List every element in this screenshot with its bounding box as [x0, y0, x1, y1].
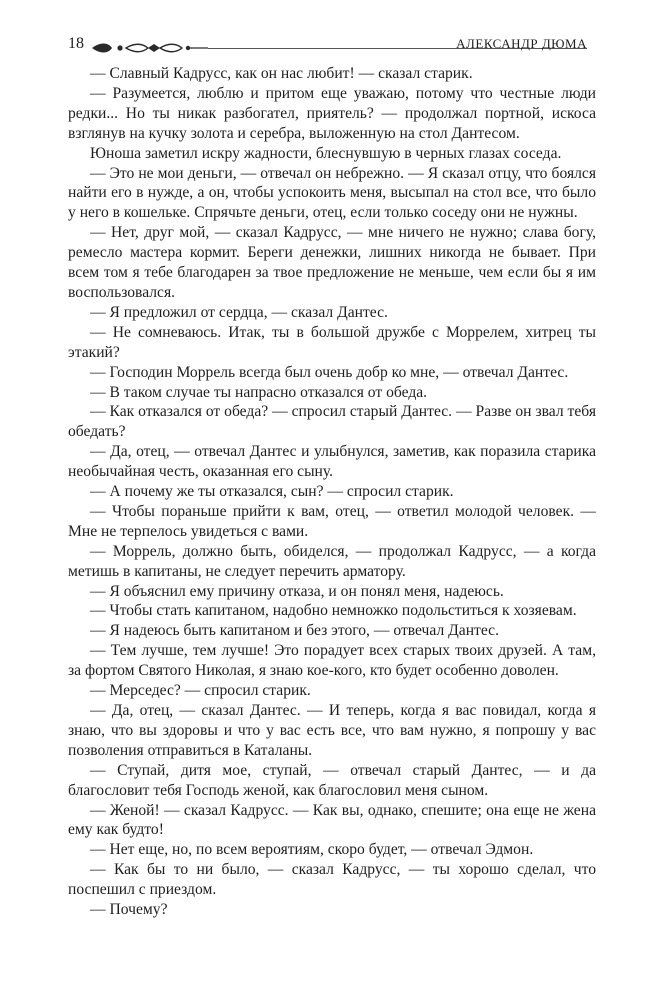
paragraph: — Да, отец, — сказал Дантес. — И теперь, когда я вас повидал, когда я знаю, что вы здоровы и что у вас есть все, что вам нужно, я попрошу у вас позволения отправиться в Каталаны. [68, 702, 596, 759]
flourish-ornament-icon [90, 40, 208, 56]
paragraph: — Не сомневаюсь. Итак, ты в большой дружбе с Моррелем, хитрец ты этакий? [68, 323, 596, 361]
paragraph: — Почему? [90, 901, 168, 919]
paragraph: — Как отказался от обеда? — спросил старый Дантес. — Разве он звал тебя обедать? [68, 403, 596, 441]
paragraph: — Чтобы пораньше прийти к вам, отец, — ответил молодой человек. — Мне не терпелось увидеться с вами. [68, 502, 596, 540]
page-number: 18 [68, 35, 84, 52]
paragraph: — Чтобы стать капитаном, надобно немножко подольститься к хозяевам. [90, 602, 577, 620]
paragraph: — Моррель, должно быть, обиделся, — продолжал Кадрусс, — а когда метишь в капитаны, не следует перечить арматору. [68, 542, 596, 580]
paragraph: — Это не мои деньги, — отвечал он небрежно. — Я сказал отцу, что боялся найти его в нужде, а он, чтобы успокоить меня, высыпал на стол все, что было у него в кошельке. Спрячьте деньги, отец, если только соседу они не нужны. [68, 164, 596, 222]
paragraph: — Нет еще, но, по всем вероятиям, скоро будет, — отвечал Эдмон. [90, 841, 534, 859]
paragraph: — Нет, друг мой, — сказал Кадрусс, — мне ничего не нужно; слава богу, ремесло мастера кормит. Береги денежки, лишних никогда не бывает. При всем том я тебе благодарен за твое предложение не меньше, чем если бы я им воспользовался. [68, 224, 596, 301]
paragraph: — Как бы то ни было, — сказал Кадрусс, — ты хорошо сделал, что поспешил с приездом. [68, 861, 596, 899]
paragraph: Юноша заметил искру жадности, блеснувшую в черных глазах соседа. [90, 144, 562, 162]
paragraph: — Да, отец, — отвечал Дантес и улыбнулся, заметив, как поразила старика необычайная честь, оказанная его сыну. [68, 443, 596, 481]
paragraph: — Я объяснил ему причину отказа, и он понял меня, надеюсь. [90, 582, 504, 600]
paragraph: — Я надеюсь быть капитаном и без этого, — отвечал Дантес. [90, 622, 499, 640]
paragraph: — Ступай, дитя мое, ступай, — отвечал старый Дантес, — и да благословит тебя Господь женой, как благословил меня сыном. [68, 761, 596, 799]
paragraph: — Разумеется, люблю и притом еще уважаю, потому что честные люди редки... Но ты никак разбогател, приятель? — продолжал портной, искоса взглянув на кучку золота и серебра, выложенную на стол Дантесом. [68, 84, 596, 142]
paragraph: — Славный Кадрусс, как он нас любит! — сказал старик. [90, 65, 473, 82]
running-title: АЛЕКСАНДР ДЮМА [456, 36, 587, 51]
paragraph: — Тем лучше, тем лучше! Это порадует всех старых твоих друзей. А там, за фортом Святого Николая, я знаю кое-кого, кто будет особенно доволен. [68, 642, 596, 680]
paragraph: — Женой! — сказал Кадрусс. — Как вы, однако, спешите; она еще не жена ему как будто! [68, 801, 596, 839]
page-header [68, 34, 587, 58]
paragraph: — Мерседес? — спросил старик. [90, 682, 311, 700]
paragraph: — Я предложил от сердца, — сказал Дантес. [90, 303, 388, 321]
body-text [68, 64, 596, 920]
paragraph: — Господин Моррель всегда был очень добр ко мне, — отвечал Дантес. [90, 363, 569, 381]
paragraph: — А почему же ты отказался, сын? — спросил старик. [90, 483, 454, 501]
paragraph: — В таком случае ты напрасно отказался от обеда. [90, 383, 428, 401]
